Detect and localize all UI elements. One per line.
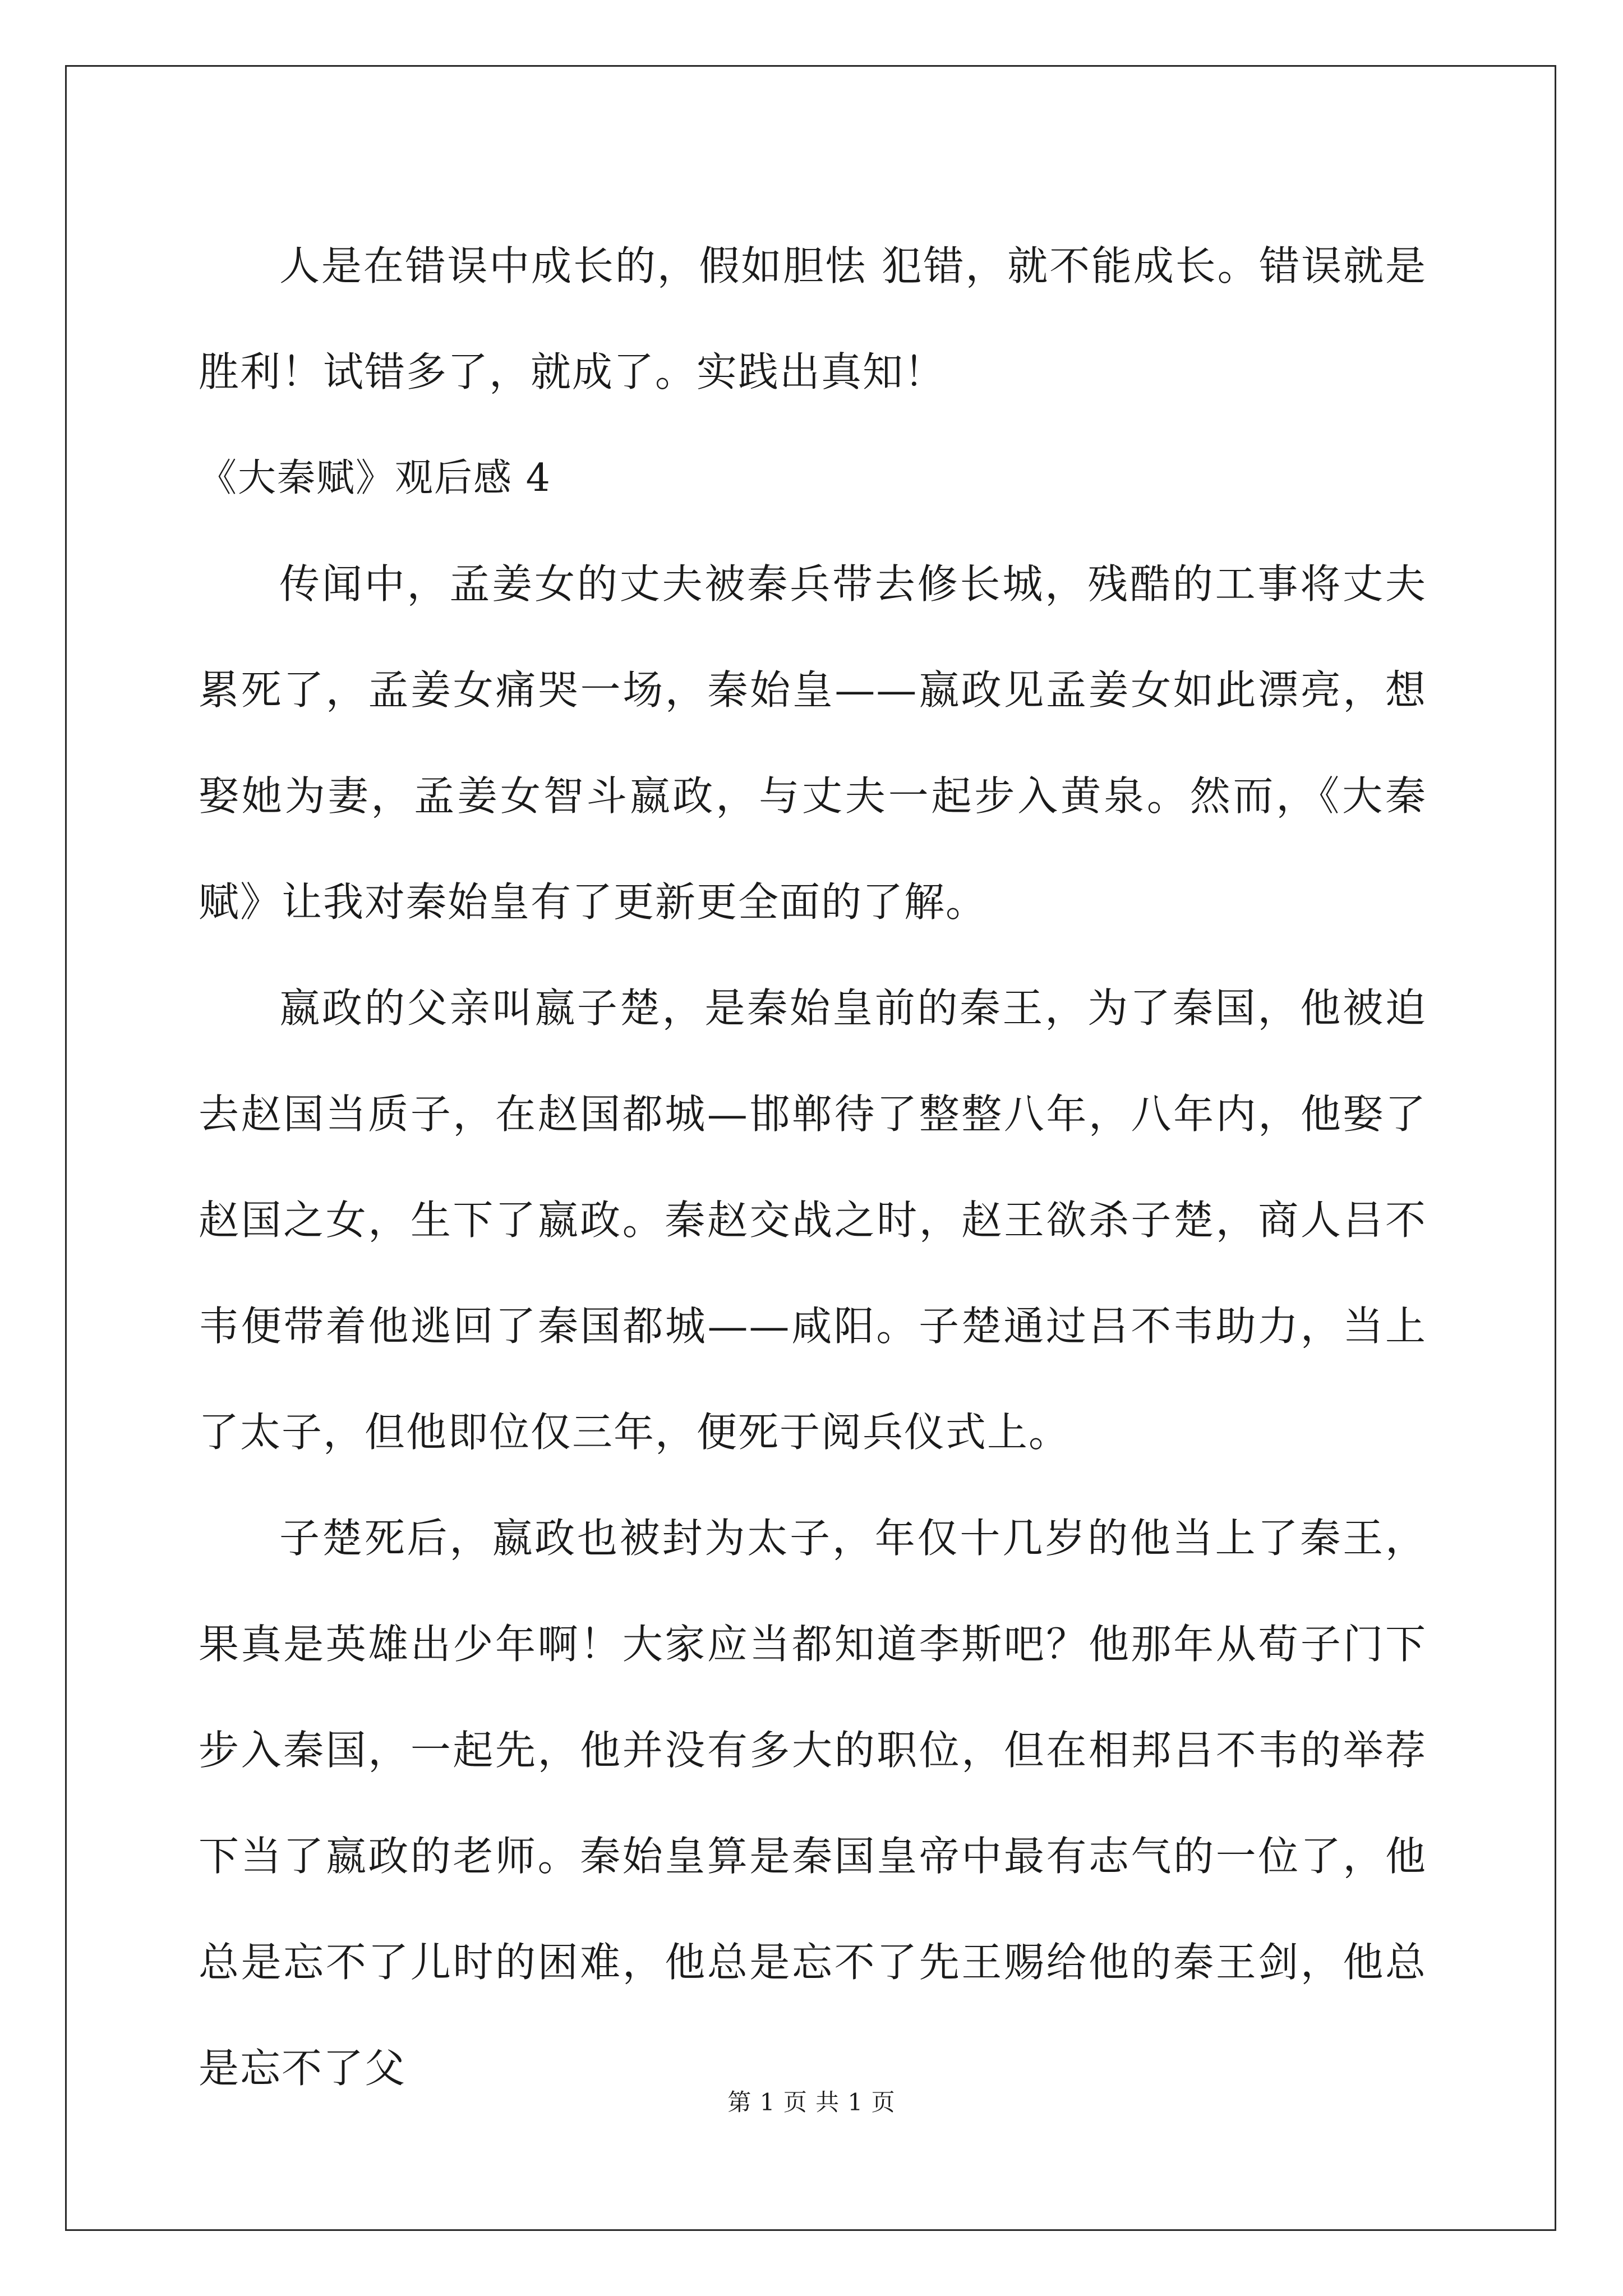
- paragraph-3: 嬴政的父亲叫嬴子楚，是秦始皇前的秦王，为了秦国，他被迫去赵国当质子，在赵国都城—邯郸待了整整八年，八年内，他娶了赵国之女，生下了嬴政。秦赵交战之时，赵王欲杀子楚，商人吕不韦便带着他逃回了秦国都城——咸阳。子楚通过吕不韦助力，当上了太子，但他即位仅三年，便死于阅兵仪式上。: [199, 984, 1427, 1456]
- document-body: [199, 213, 1427, 2122]
- paragraph-4: 子楚死后，嬴政也被封为太子，年仅十几岁的他当上了秦王，果真是英雄出少年啊！大家应当都知道李斯吧？他那年从荀子门下步入秦国，一起先，他并没有多大的职位，但在相邦吕不韦的举荐下当了嬴政的老师。秦始皇算是秦国皇帝中最有志气的一位了，他总是忘不了儿时的困难，他总是忘不了先王赐给他的秦王剑，他总是忘不了父: [199, 1515, 1427, 2092]
- paragraph-2: 传闻中，孟姜女的丈夫被秦兵带去修长城，残酷的工事将丈夫累死了，孟姜女痛哭一场，秦始皇——嬴政见孟姜女如此漂亮，想娶她为妻，孟姜女智斗嬴政，与丈夫一起步入黄泉。然而，《大秦赋》让我对秦始皇有了更新更全面的了解。: [199, 560, 1427, 926]
- page-footer: 第 1 页 共 1 页: [727, 2088, 896, 2116]
- section-heading: 《大秦赋》观后感 4: [199, 456, 551, 500]
- paragraph-1: 人是在错误中成长的，假如胆怯 犯错，就不能成长。错误就是胜利！试错多了，就成了。实践出真知！: [199, 242, 1427, 395]
